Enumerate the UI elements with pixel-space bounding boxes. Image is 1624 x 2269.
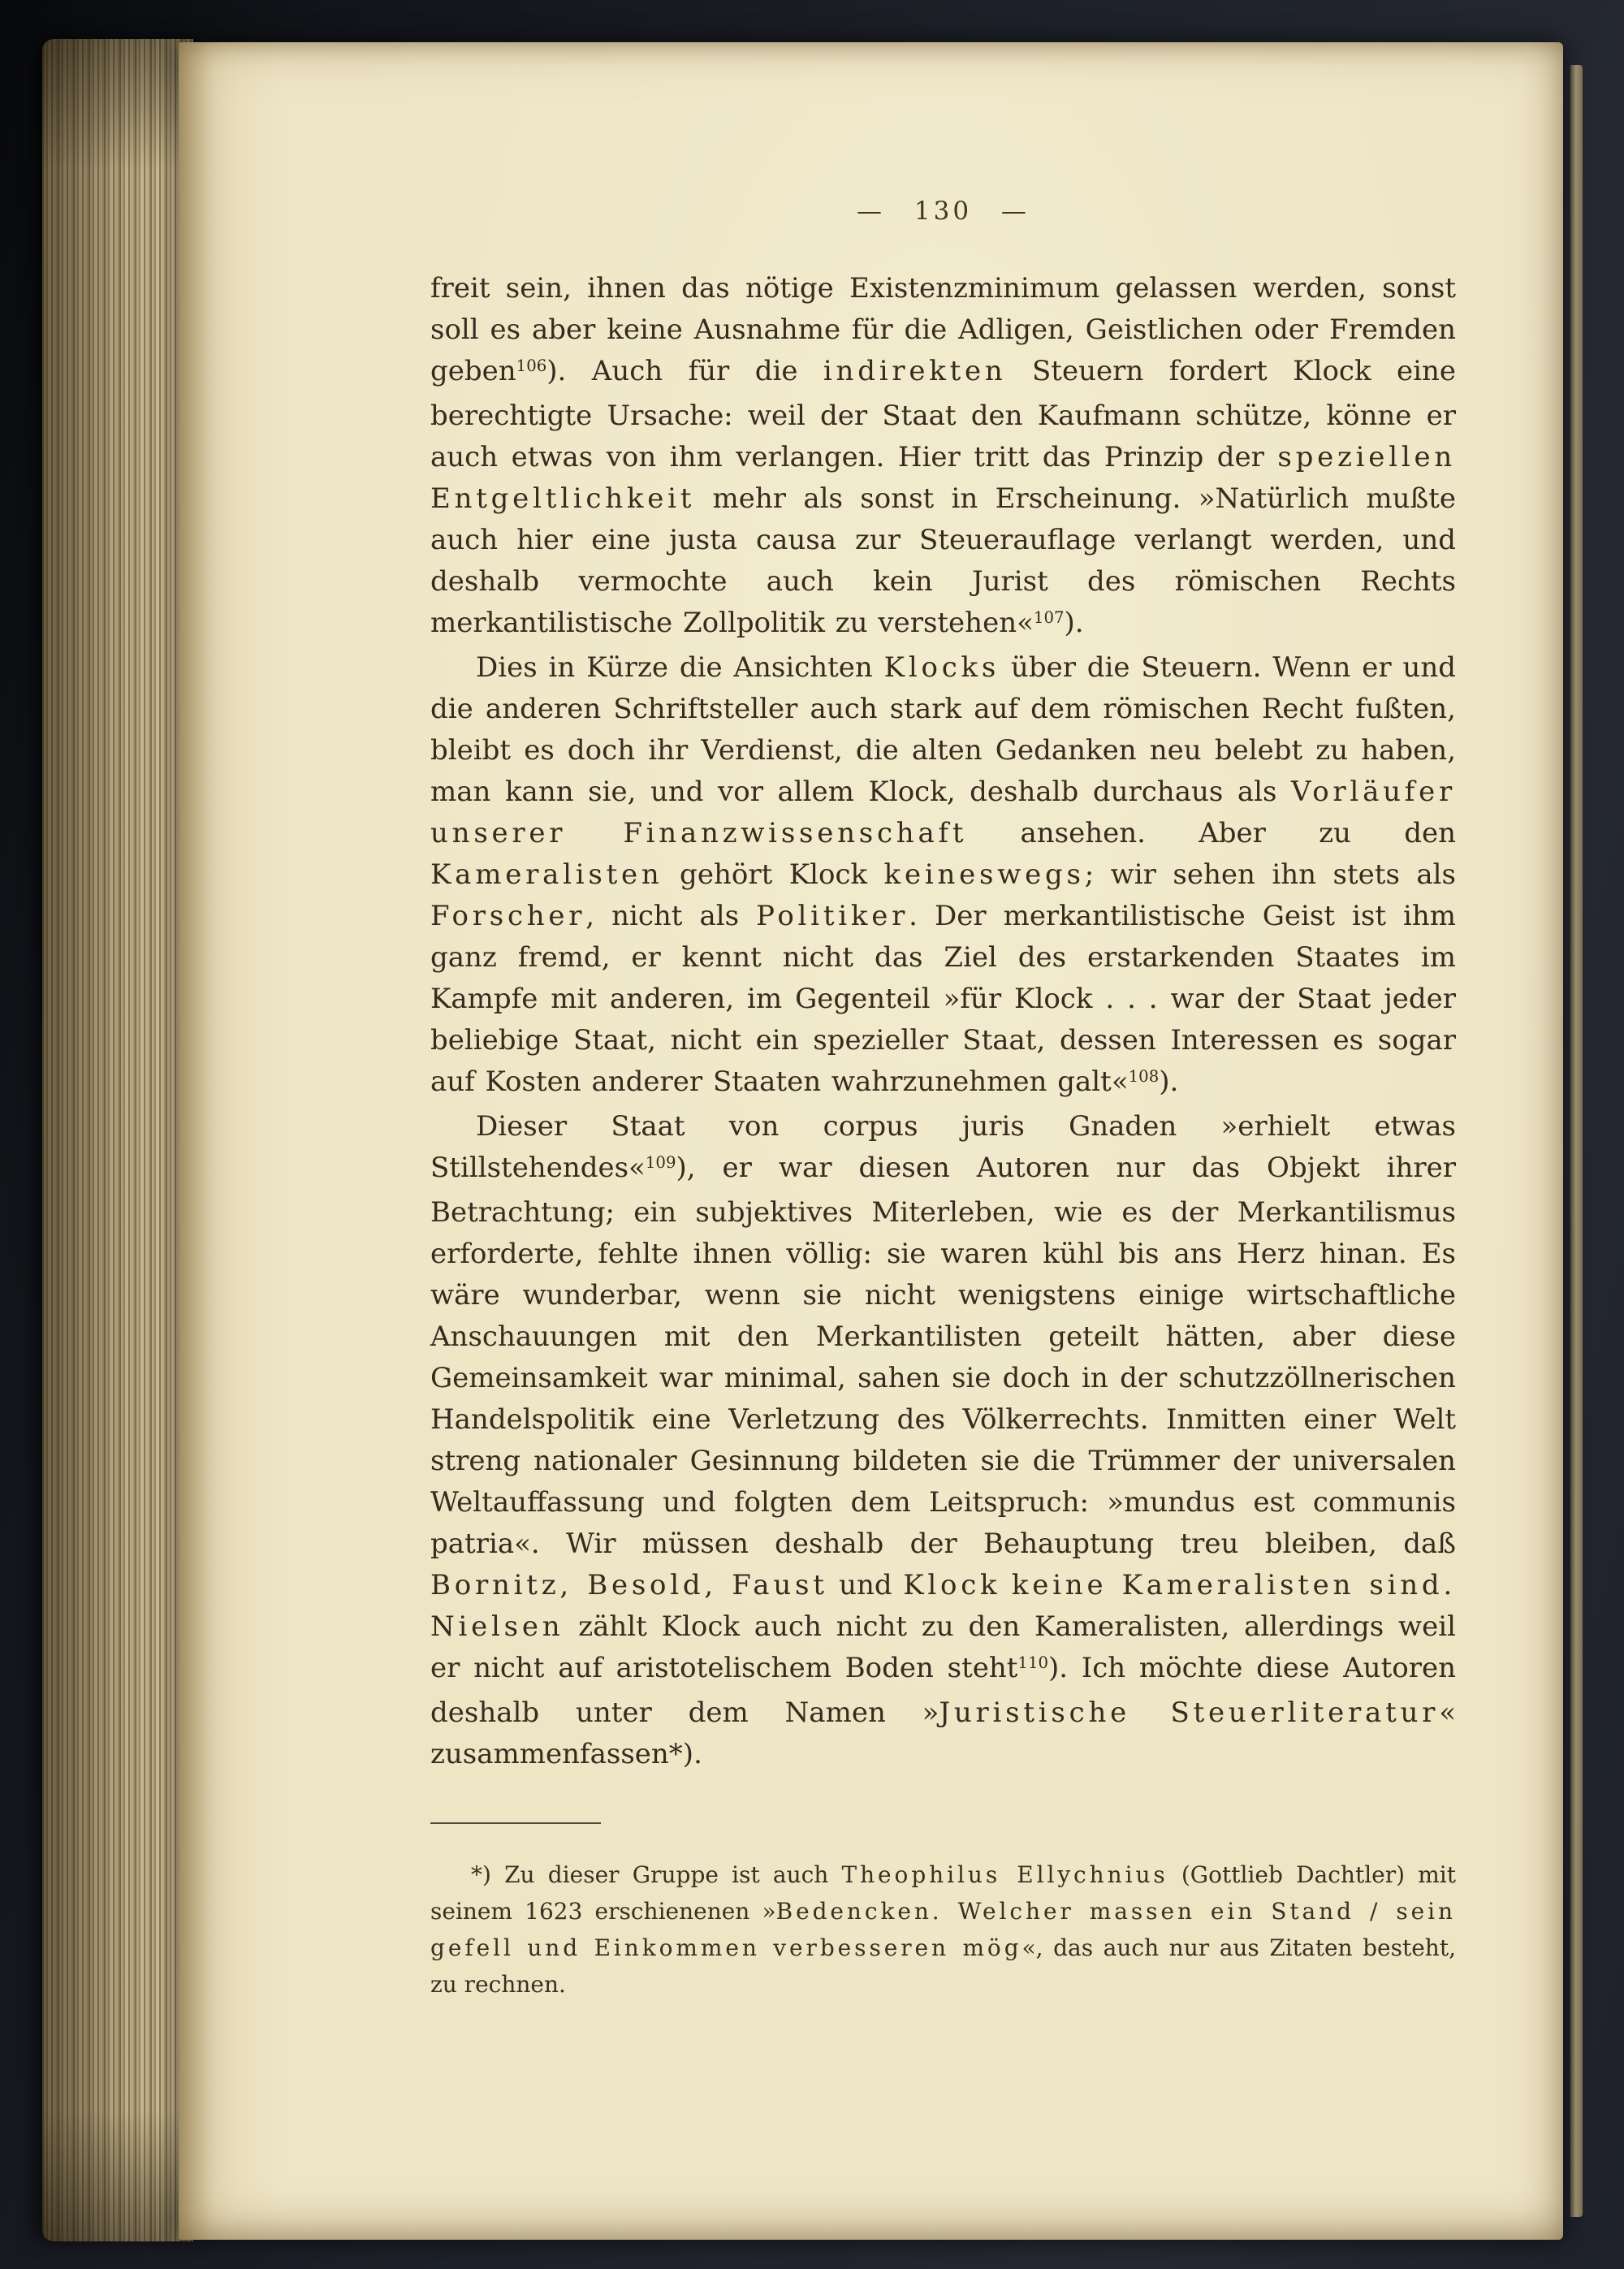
body-text-run: ), er war diesen Autoren nur das Objekt ihrer Betrachtung; ein subjektives Miterleben, wie es der Merkantilismus erforderte, fehlte ihnen völlig: sie waren kühl bis ans Herz hinan. Es wäre wunderbar, wenn sie nicht wenigstens einige wirtschaftliche Anschauungen mit den Merkantilisten geteilt hätten, aber diese Gemeinsamkeit war minimal, sahen sie doch in der schutzzöllnerischen Handelspolitik eine Verletzung des Völkerrechts. Inmitten einer Welt streng nationaler Gesinnung bildeten sie die Trümmer der universalen Weltauffassung und folgten dem Leitspruch: »mundus est communis patria«. Wir müssen deshalb der Behauptung treu bleiben, daß <box>430 1152 1456 1560</box>
body-text-run: *) Zu dieser Gruppe ist auch <box>471 1861 842 1888</box>
emphasized-text: Klock <box>903 1569 1001 1601</box>
body-text-run <box>1000 1569 1012 1601</box>
body-text-run: über die Steuern. Wenn er und die anderen Schriftsteller auch stark auf dem römischen Recht fußten, bleibt es doch ihr Verdienst, die alten Gedanken neu belebt zu haben, man kann sie, und vor allem Klock, deshalb durchaus als <box>430 651 1456 808</box>
body-text-run: mehr als sonst in Erscheinung. »Natürlich mußte auch hier eine justa causa zur Steuerauflage verlangt werden, und deshalb vermochte auch kein Jurist des römischen Rechts merkantilistische Zollpolitik zu verstehen« <box>430 482 1456 639</box>
footnote-separator <box>430 1822 601 1824</box>
body-text-run: «, das auch nur aus Zitaten besteht, zu rechnen. <box>430 1934 1456 1998</box>
underlying-page-edge <box>1570 65 1583 2217</box>
emphasized-text: Bornitz, Besold, Faust <box>430 1569 828 1601</box>
body-text-run: ). <box>1159 1065 1179 1098</box>
body-text-run: gehört Klock <box>663 858 884 891</box>
paragraph <box>430 268 1456 647</box>
footnote-reference: 106 <box>516 357 547 376</box>
emphasized-text: Kameralisten <box>430 858 663 891</box>
body-text-run: ). <box>1064 607 1084 639</box>
body-text-run: Dieser Staat von corpus juris Gnaden »erhielt etwas Stillstehendes« <box>430 1110 1456 1184</box>
body-text-run: zählt Klock auch nicht zu den Kameralisten, allerdings weil er nicht auf aristotelischem Boden steht <box>430 1610 1456 1684</box>
emphasized-text: keine Kameralisten sind. <box>1011 1569 1457 1601</box>
body-text-run: (Gottlieb Dachtler) mit seinem 1623 erschienenen » <box>430 1861 1456 1925</box>
body-text-run: Dies in Kürze die Ansichten <box>476 651 884 684</box>
page-number: — 130 — <box>857 197 1030 226</box>
body-text-run: und <box>827 1569 904 1601</box>
emphasized-text: indirekten <box>823 355 1007 387</box>
footnote-reference: 107 <box>1033 608 1065 628</box>
emphasized-text: keineswegs <box>883 858 1085 891</box>
emphasized-text: Forscher <box>430 900 586 932</box>
body-text-run: « zusammenfassen*). <box>430 1696 1456 1770</box>
body-text-run: ). Auch für die <box>546 355 823 387</box>
emphasized-text: Juristische Steuerliteratur <box>939 1696 1440 1729</box>
footnote-reference: 108 <box>1128 1067 1160 1087</box>
paragraph <box>430 1106 1456 1775</box>
book-page <box>179 42 1563 2240</box>
emphasized-text: Vorläufer unserer Finanzwissenschaft <box>430 776 1456 849</box>
footnote-reference: 109 <box>645 1153 676 1173</box>
body-text-run: Steuern fordert Klock eine berechtigte Ursache: weil der Staat den Kaufmann schütze, könne er auch etwas von ihm verlangen. Hier tritt das Prinzip der <box>430 355 1456 473</box>
paragraph <box>430 647 1456 1106</box>
emphasized-text: speziellen Entgeltlichkeit <box>430 441 1456 515</box>
body-text-run: ; wir sehen ihn stets als <box>1084 858 1456 891</box>
body-text-run: ). Ich möchte diese Autoren deshalb unter dem Namen » <box>430 1652 1456 1729</box>
body-text-run: , nicht als <box>585 900 757 932</box>
footnote-reference: 110 <box>1017 1653 1049 1673</box>
body-text-run: . Der merkantilistische Geist ist ihm ganz fremd, er kennt nicht das Ziel des erstarkenden Staates im Kampfe mit anderen, im Gegenteil »für Klock . . . war der Staat jeder beliebige Staat, nicht ein spezieller Staat, dessen Interessen es sogar auf Kosten anderer Staaten wahrzunehmen galt« <box>430 900 1456 1098</box>
emphasized-text: Nielsen <box>430 1610 564 1643</box>
emphasized-text: Politiker <box>756 900 909 932</box>
body-text-run: freit sein, ihnen das nötige Existenzminimum gelassen werden, sonst soll es aber keine Ausnahme für die Adligen, Geistlichen oder Fremden geben <box>430 272 1456 387</box>
emphasized-text: Theophilus Ellychnius <box>841 1861 1168 1888</box>
page-edges-stack <box>42 39 193 2241</box>
emphasized-text: Bedencken. Welcher massen ein Stand / sein gefell und Einkommen verbesseren mög <box>430 1898 1456 1961</box>
body-text-run: ansehen. Aber zu den <box>967 817 1456 849</box>
emphasized-text: Klocks <box>883 651 1000 684</box>
page-body <box>430 268 1456 1775</box>
footnote-text <box>430 1856 1456 2003</box>
